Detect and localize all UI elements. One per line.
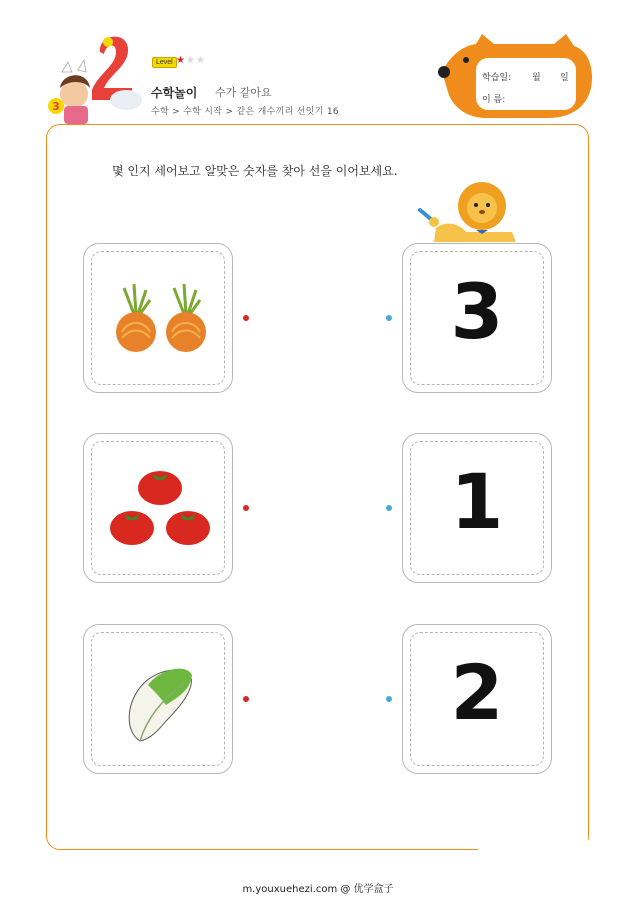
instruction-text: 몇 인지 세어보고 알맞은 숫자를 찾아 선을 이어보세요. <box>112 164 398 178</box>
picture-card-onion <box>83 243 233 393</box>
left-connect-dot[interactable] <box>243 505 249 511</box>
right-connect-dot[interactable] <box>386 315 392 321</box>
cabbage-icon <box>120 661 200 745</box>
star-icon: ★ <box>176 55 186 66</box>
lion-icon <box>416 180 522 250</box>
number-card <box>402 624 552 774</box>
tomato-icon <box>108 466 212 550</box>
number-card <box>402 433 552 583</box>
number-digit: 3 <box>450 267 504 356</box>
right-connect-dot[interactable] <box>386 505 392 511</box>
fox-head-icon <box>436 32 596 122</box>
day-label: 일 <box>560 73 569 83</box>
month-label: 월 <box>532 73 541 83</box>
picture-card-tomato <box>83 433 233 583</box>
star-icon: ★ <box>185 55 196 66</box>
level-badge: Level <box>152 57 177 68</box>
left-connect-dot[interactable] <box>243 696 249 702</box>
number-card <box>402 243 552 393</box>
date-label: 학습일: <box>482 73 512 83</box>
frame-gap <box>478 810 588 870</box>
number-digit: 1 <box>450 457 504 546</box>
number-digit: 2 <box>450 648 504 737</box>
name-date-box <box>436 32 596 122</box>
breadcrumb: 수학 > 수학 시작 > 같은 개수끼리 선잇기 16 <box>151 107 339 117</box>
footer-watermark: m.youxuehezi.com @ 优学盒子 <box>242 884 394 895</box>
mascot-number: 3 <box>52 100 60 113</box>
page-subtitle: 수가 같아요 <box>215 86 272 99</box>
onion-icon <box>110 280 210 358</box>
star-icon: ★ <box>195 55 206 66</box>
left-connect-dot[interactable] <box>243 315 249 321</box>
page-title: 수학놀이 <box>151 86 198 100</box>
level-stars <box>176 55 206 66</box>
right-connect-dot[interactable] <box>386 696 392 702</box>
name-label: 이 름: <box>482 95 506 105</box>
flamingo-mascot-icon <box>48 28 144 128</box>
picture-card-cabbage <box>83 624 233 774</box>
